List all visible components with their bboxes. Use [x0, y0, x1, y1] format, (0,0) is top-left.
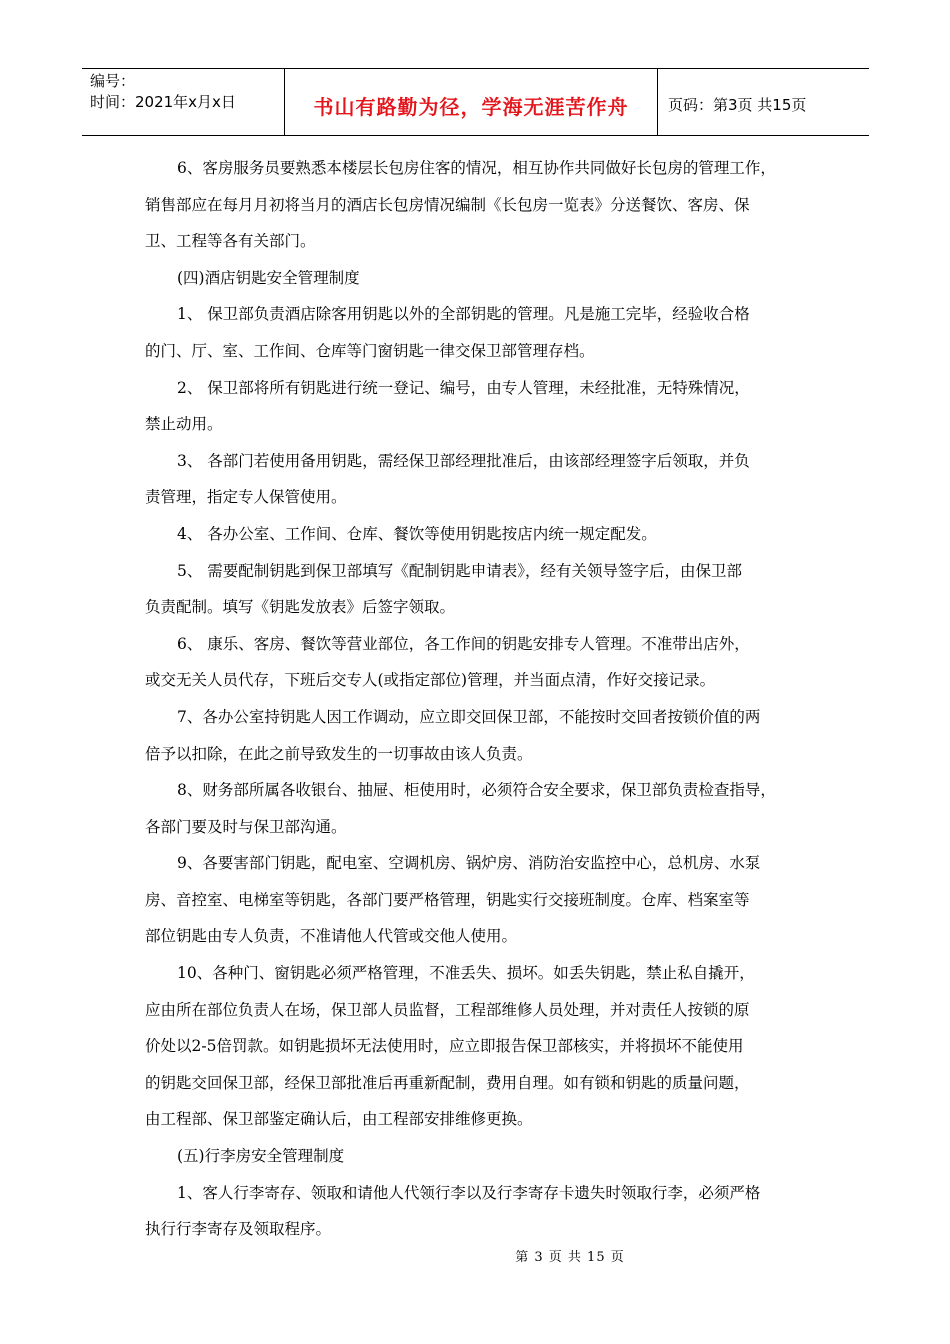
- body-line: 应由所在部位负责人在场，保卫部人员监督，工程部维修人员处理，并对责任人按锁的原: [145, 1000, 750, 1019]
- page-header: [82, 68, 869, 136]
- body-line: 销售部应在每月月初将当月的酒店长包房情况编制《长包房一览表》分送餐饮、客房、保: [145, 195, 750, 214]
- body-line: 或交无关人员代存，下班后交专人(或指定部位)管理，并当面点清，作好交接记录。: [145, 671, 716, 690]
- body-line: 4、 各办公室、工作间、仓库、餐饮等使用钥匙按店内统一规定配发。: [177, 524, 657, 543]
- body-line: 的钥匙交回保卫部，经保卫部批准后再重新配制，费用自理。如有锁和钥匙的质量问题，: [145, 1073, 750, 1092]
- body-line: 责管理，指定专人保管使用。: [145, 488, 347, 507]
- body-line: 5、 需要配制钥匙到保卫部填写《配制钥匙申请表》，经有关领导签字后，由保卫部: [177, 561, 743, 580]
- body-line: 2、 保卫部将所有钥匙进行统一登记、编号，由专人管理，未经批准，无特殊情况，: [177, 378, 750, 397]
- header-page-info: 页码：第3页 共15页: [668, 95, 807, 114]
- body-line: 7、各办公室持钥匙人因工作调动，应立即交回保卫部，不能按时交回者按锁价值的两: [177, 707, 761, 726]
- body-line: 9、各要害部门钥匙，配电室、空调机房、锅炉房、消防治安监控中心，总机房、水泵: [177, 854, 761, 873]
- header-motto-cell: [284, 69, 658, 135]
- body-line: 房、音控室、电梯室等钥匙，各部门要严格管理，钥匙实行交接班制度。仓库、档案室等: [145, 890, 750, 909]
- serial-label: 编号：: [90, 72, 136, 90]
- date-label: 时间：2021年x月x日: [90, 93, 236, 111]
- body-text: [145, 150, 825, 1248]
- body-line: 的门、厅、室、工作间、仓库等门窗钥匙一律交保卫部管理存档。: [145, 341, 595, 360]
- body-line: 1、客人行李寄存、领取和请他人代领行李以及行李寄存卡遗失时领取行李，必须严格: [177, 1183, 761, 1202]
- header-meta: [82, 69, 284, 135]
- body-line: 倍予以扣除，在此之前导致发生的一切事故由该人负责。: [145, 744, 533, 763]
- body-line: 部位钥匙由专人负责，不准请他人代管或交他人使用。: [145, 927, 518, 946]
- body-line: 执行行李寄存及领取程序。: [145, 1220, 332, 1239]
- body-line: 10、各种门、窗钥匙必须严格管理，不准丢失、损坏。如丢失钥匙，禁止私自撬开，: [177, 964, 755, 983]
- page-footer: [0, 1246, 950, 1265]
- body-line: 禁止动用。: [145, 415, 223, 434]
- body-line: 价处以2-5倍罚款。如钥匙损坏无法使用时，应立即报告保卫部核实，并将损坏不能使用: [145, 1037, 744, 1056]
- body-line: 由工程部、保卫部鉴定确认后，由工程部安排维修更换。: [145, 1110, 533, 1129]
- body-line: 1、 保卫部负责酒店除客用钥匙以外的全部钥匙的管理。凡是施工完毕，经验收合格: [177, 305, 750, 324]
- body-line: (四)酒店钥匙安全管理制度: [177, 268, 360, 287]
- body-line: 6、客房服务员要熟悉本楼层长包房住客的情况，相互协作共同做好长包房的管理工作，: [177, 159, 776, 177]
- body-line: 3、 各部门若使用备用钥匙，需经保卫部经理批准后，由该部经理签字后领取，并负: [177, 451, 750, 470]
- body-line: 各部门要及时与保卫部沟通。: [145, 817, 347, 836]
- body-line: 卫、工程等各有关部门。: [145, 232, 316, 251]
- body-line: 6、 康乐、客房、餐饮等营业部位，各工作间的钥匙安排专人管理。不准带出店外，: [177, 634, 750, 653]
- body-line: 8、财务部所属各收银台、抽屉、柜使用时，必须符合安全要求，保卫部负责检查指导，: [177, 781, 776, 800]
- body-line: 负责配制。填写《钥匙发放表》后签字领取。: [145, 598, 456, 617]
- motto-text: 书山有路勤为径，学海无涯苦作舟: [313, 94, 629, 119]
- body-line: (五)行李房安全管理制度: [177, 1147, 345, 1166]
- footer-page-number: 第 3 页 共 15 页: [515, 1250, 625, 1265]
